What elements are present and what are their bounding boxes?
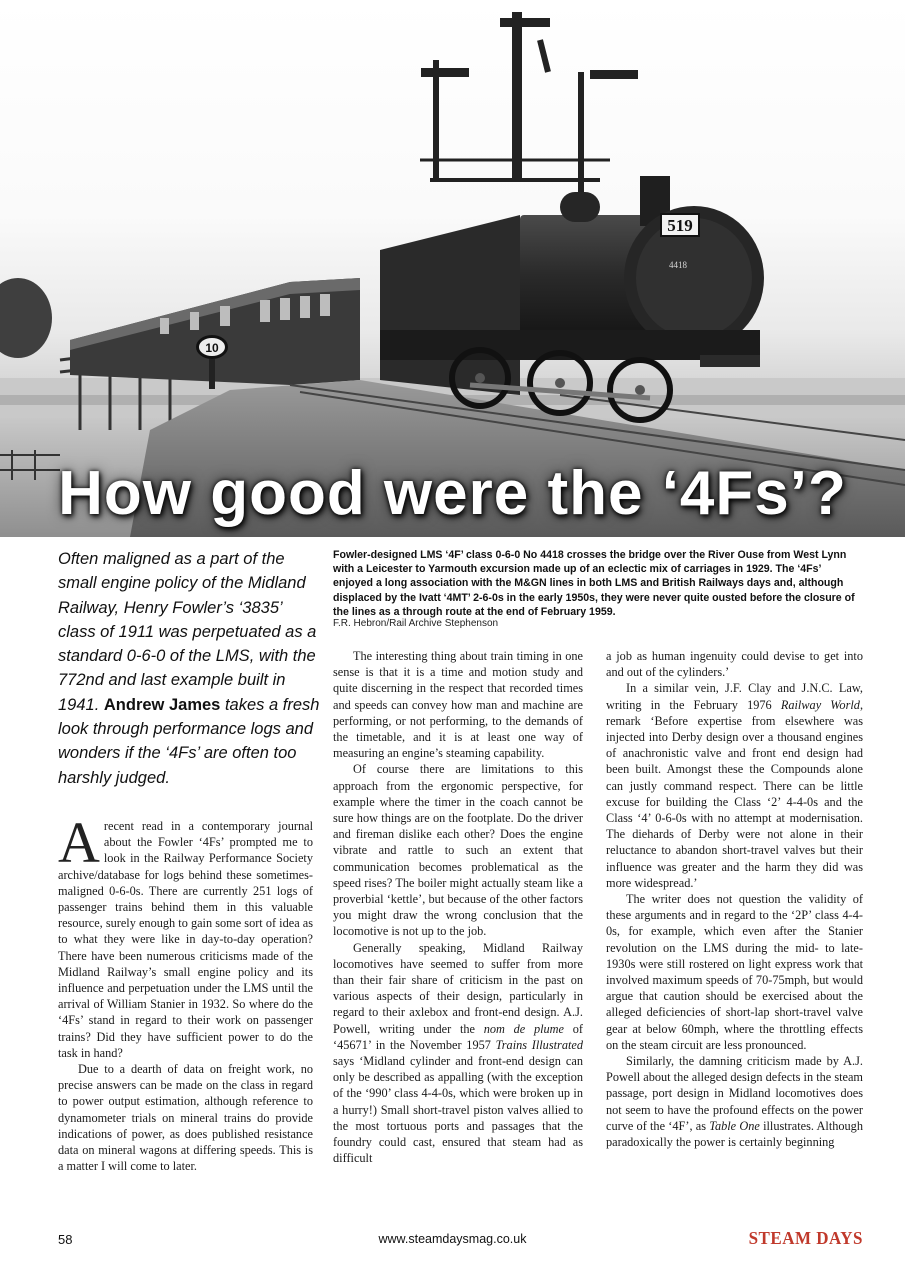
publication-title: Railway World bbox=[780, 697, 860, 712]
body-paragraph: The writer does not question the validity of these arguments and in regard to the ‘2P’ class 4-4-0s, for example, which even after the Stanier revolution on the LMS during the mid- to late-1930s were still rostered on light express work that involved maximum speeds of 70-75mph, but would argue that caution should be exercised about the alleged deficiencies of short-lap short-travel valve gear at below 60mph, where the throttling effects on the steam circuit are less pronounced. bbox=[606, 892, 863, 1052]
page-number: 58 bbox=[58, 1232, 73, 1247]
hero-photo bbox=[0, 0, 905, 537]
speed-sign-text: 10 bbox=[205, 341, 219, 355]
locomotive-illustration bbox=[0, 0, 905, 537]
standfirst bbox=[58, 547, 320, 790]
number-plate-text: 519 bbox=[667, 216, 693, 235]
body-paragraph: Generally speaking, Midland Railway locomotives have seemed to suffer from more than their fair share of criticism in the past on various aspects of their design, particularly in regard to their axlebox and front-end design. A.J. Powell, writing under the nom de plume of ‘45671’ in the November 1957 Trains Illustrated says ‘Midland cylinder and front-end design can only be described as appalling (with the exception of the ‘990’ class 4-4-0s, which were broken up in a hurry!) Small short-travel piston valves allied to the most tortuous ports and passages that the foundry could cast, ensured that steam had as difficult bbox=[333, 940, 584, 1166]
author-name: Andrew James bbox=[103, 695, 221, 714]
body-paragraph: Similarly, the damning criticism made by A.J. Powell about the alleged design defects in the steam passage, port design in Midland locomotives does not seem to have the profound effects on the power curve of the ‘4F’, as Table One illustrates. Although paradoxically the power is certainly beginning bbox=[606, 1054, 863, 1150]
body-paragraph: In a similar vein, J.F. Clay and J.N.C. Law, writing in the February 1976 Railway World, remark ‘Before expertise from elsewhere was injected into Derby design over a thousand engines of anachronistic valve and front end design had been built. Amongst these the Compounds alone can justly command respect. There can be little excuse for building the Class ‘2’ 4-4-0s and the Class ‘4’ 0-6-0s with no attempt at modernisation. The diehards of Derby were not alone in their reluctance to abandon short-travel valves but their influence was greater and the harm they did was more widespread.’ bbox=[606, 681, 864, 890]
drop-cap: A bbox=[58, 810, 100, 875]
photo-caption: Fowler-designed LMS ‘4F’ class 0-6-0 No 4418 crosses the bridge over the River Ouse from West Lynn with a Leicester to Yarmouth excursion made up of an eclectic mix of carriages in 1929. The ‘4Fs’ enjoyed a long association with the M&GN lines in both LMS and British Railways days and, although displaced by the Ivatt ‘4MT’ 2-6-0s in the early 1950s, they were never quite ousted before the closure of the lines as a through route at the end of February 1959. bbox=[333, 549, 855, 618]
body-paragraph: Arecent read in a contemporary journal about the Fowler ‘4Fs’ prompted me to look in the Railway Performance Society archive/database for logs behind these sometimes-maligned 0-6-0s. There are currently 251 logs of passenger trains behind them in this valuable resource, surely enough to gain some sort of idea as to what they were like in day-to-day operation? There have been numerous criticisms made of the Midland Railway’s small engine policy and its influence and perpetuation under the LMS until the arrival of William Stanier in 1932. So where do the ‘4Fs’ stand in regard to their work on passenger trains? Did they have sufficient power to do the task in hand? bbox=[58, 810, 313, 1060]
body-column-1 bbox=[58, 810, 313, 1174]
tree-shape bbox=[0, 278, 52, 358]
body-paragraph: The interesting thing about train timing in one sense is that it is a time and motion study and quite discerning in the respect that recorded times and speeds can convey how man and machine are performing, or not performing, to the demands of the timetable, and it is at least one way of measuring an engine’s steaming capability. bbox=[333, 649, 583, 761]
body-column-2 bbox=[333, 648, 583, 1167]
publication-title: Trains Illustrated bbox=[495, 1037, 583, 1052]
footer-url: www.steamdaysmag.co.uk bbox=[378, 1232, 527, 1246]
body-paragraph: a job as human ingenuity could devise to get into and out of the cylinders.’ bbox=[606, 649, 863, 680]
standfirst-text-after-author: takes a fresh look through performance logs and wonders if the ‘4Fs’ are often too harshly judged. bbox=[58, 695, 320, 787]
page-title: How good were the ‘4Fs’? bbox=[58, 459, 847, 528]
italic-term: nom de plume bbox=[483, 1021, 565, 1036]
signal-gantry-shape bbox=[420, 12, 638, 192]
photo-credit: F.R. Hebron/Rail Archive Stephenson bbox=[333, 618, 499, 629]
body-paragraph: Of course there are limitations to this approach from the ergonomic perspective, for example where the timer in the coach cannot be sure how things are on the footplate. Do the driver and fireman dislike each other? Does the engine vibrate and rattle to such an extent that communication becomes problematical as the speed rises? The boiler might actually steam like a proverbial ‘kettle’, but because of the other factors you might draw the wrong conclusion that the locomotive is not up to the job. bbox=[333, 762, 583, 939]
standfirst-text: Often maligned as a part of the small engine policy of the Midland Railway, Henry Fowler’s ‘3835’ class of 1911 was perpetuated as a standard 0-6-0 of the LMS, with the 772nd and last example built in 1941. bbox=[58, 550, 317, 714]
magazine-logo: STEAM DAYS bbox=[748, 1228, 863, 1249]
body-paragraph: Due to a dearth of data on freight work, no precise answers can be made on the class in regard to power output estimation, although reference to dynamometer trials on mineral trains do provide indications of power, as does published resistance data on mineral wagons at differing speeds. This is a matter I will come to later. bbox=[58, 1062, 313, 1174]
table-reference: Table One bbox=[709, 1118, 760, 1133]
body-column-3 bbox=[606, 648, 863, 1150]
loco-number-text: 4418 bbox=[669, 260, 687, 270]
